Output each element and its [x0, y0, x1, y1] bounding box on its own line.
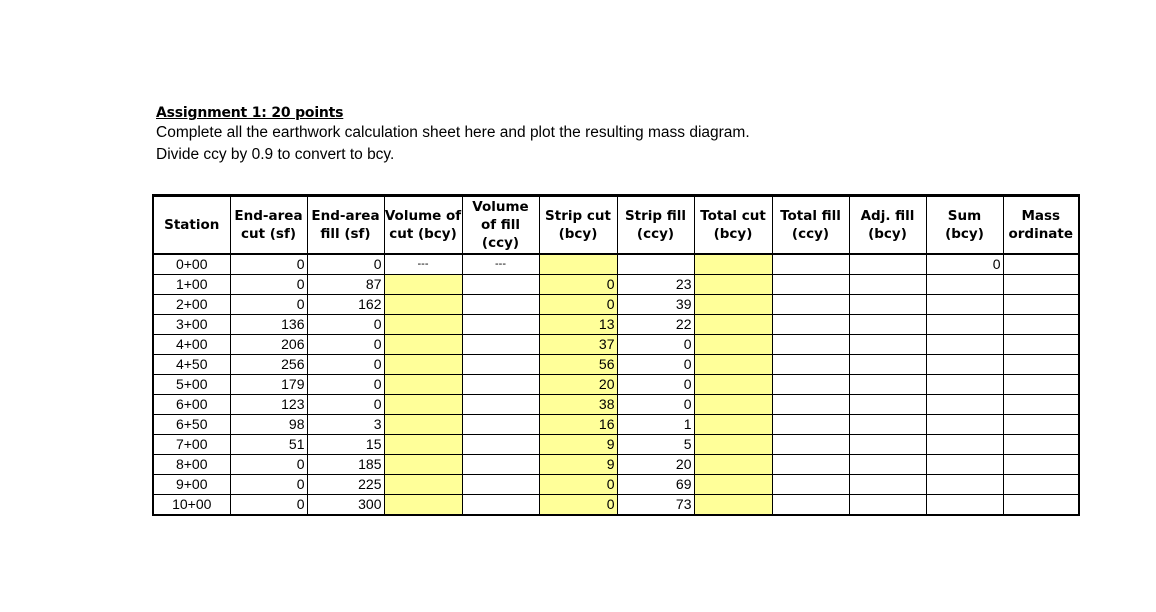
earthwork-sheet	[152, 194, 1080, 516]
cell-adj-fill[interactable]	[849, 315, 926, 335]
cell-adj-fill[interactable]	[849, 415, 926, 435]
table-row	[153, 395, 1079, 415]
cell-end-area-fill: 0	[307, 375, 384, 395]
cell-strip-fill: 69	[617, 475, 694, 495]
cell-volume-fill[interactable]	[462, 315, 539, 335]
cell-total-fill[interactable]	[772, 335, 849, 355]
cell-total-cut[interactable]	[694, 295, 772, 315]
cell-volume-cut[interactable]	[384, 375, 462, 395]
cell-adj-fill[interactable]	[849, 395, 926, 415]
cell-strip-fill: 0	[617, 395, 694, 415]
cell-strip-cut: 20	[539, 375, 617, 395]
cell-strip-fill: 5	[617, 435, 694, 455]
header-sum: Sum (bcy)	[926, 196, 1003, 255]
cell-mass-ordinate[interactable]	[1003, 455, 1079, 475]
cell-end-area-fill: 0	[307, 335, 384, 355]
table-row	[153, 315, 1079, 335]
cell-strip-fill: 23	[617, 275, 694, 295]
table-row	[153, 475, 1079, 495]
cell-total-cut[interactable]	[694, 375, 772, 395]
cell-volume-cut[interactable]	[384, 455, 462, 475]
cell-mass-ordinate[interactable]	[1003, 295, 1079, 315]
assignment-header	[156, 104, 750, 166]
cell-volume-fill[interactable]	[462, 355, 539, 375]
cell-adj-fill[interactable]	[849, 455, 926, 475]
header-volume-cut: Volume of cut (bcy)	[384, 196, 462, 255]
cell-adj-fill[interactable]	[849, 295, 926, 315]
cell-sum[interactable]: 0	[926, 254, 1003, 275]
cell-volume-cut[interactable]	[384, 355, 462, 375]
cell-adj-fill[interactable]	[849, 335, 926, 355]
cell-sum[interactable]	[926, 295, 1003, 315]
cell-sum[interactable]	[926, 455, 1003, 475]
cell-strip-cut: 0	[539, 495, 617, 516]
cell-end-area-fill: 87	[307, 275, 384, 295]
cell-strip-cut: 0	[539, 475, 617, 495]
header-strip-fill: Strip fill (ccy)	[617, 196, 694, 255]
cell-station: 2+00	[153, 295, 230, 315]
cell-end-area-fill: 15	[307, 435, 384, 455]
cell-sum[interactable]	[926, 435, 1003, 455]
cell-mass-ordinate[interactable]	[1003, 254, 1079, 275]
cell-strip-fill: 0	[617, 355, 694, 375]
cell-total-fill[interactable]	[772, 355, 849, 375]
cell-end-area-fill: 0	[307, 315, 384, 335]
cell-strip-fill: 1	[617, 415, 694, 435]
cell-volume-fill[interactable]	[462, 495, 539, 516]
cell-strip-cut: 37	[539, 335, 617, 355]
cell-sum[interactable]	[926, 335, 1003, 355]
table-row	[153, 455, 1079, 475]
cell-strip-cut: 16	[539, 415, 617, 435]
cell-end-area-fill: 162	[307, 295, 384, 315]
cell-total-fill[interactable]	[772, 415, 849, 435]
cell-sum[interactable]	[926, 275, 1003, 295]
cell-volume-fill[interactable]	[462, 475, 539, 495]
cell-total-fill[interactable]	[772, 315, 849, 335]
table-row	[153, 495, 1079, 516]
cell-end-area-cut: 136	[230, 315, 307, 335]
cell-end-area-cut: 256	[230, 355, 307, 375]
cell-total-fill[interactable]	[772, 254, 849, 275]
cell-mass-ordinate[interactable]	[1003, 275, 1079, 295]
cell-station: 1+00	[153, 275, 230, 295]
cell-sum[interactable]	[926, 415, 1003, 435]
cell-sum[interactable]	[926, 315, 1003, 335]
cell-volume-fill[interactable]	[462, 275, 539, 295]
cell-end-area-cut: 0	[230, 275, 307, 295]
cell-total-fill[interactable]	[772, 475, 849, 495]
cell-adj-fill[interactable]	[849, 435, 926, 455]
cell-station: 3+00	[153, 315, 230, 335]
header-end-area-cut: End-area cut (sf)	[230, 196, 307, 255]
cell-total-cut[interactable]	[694, 435, 772, 455]
cell-mass-ordinate[interactable]	[1003, 375, 1079, 395]
cell-total-cut[interactable]	[694, 455, 772, 475]
cell-end-area-cut: 0	[230, 495, 307, 516]
cell-station: 5+00	[153, 375, 230, 395]
cell-volume-fill[interactable]	[462, 295, 539, 315]
cell-end-area-fill: 0	[307, 395, 384, 415]
cell-total-fill[interactable]	[772, 295, 849, 315]
header-row	[153, 196, 1079, 255]
header-volume-fill: Volume of fill (ccy)	[462, 196, 539, 255]
cell-adj-fill[interactable]	[849, 495, 926, 516]
cell-volume-cut[interactable]	[384, 275, 462, 295]
cell-sum[interactable]	[926, 395, 1003, 415]
cell-station: 6+50	[153, 415, 230, 435]
cell-total-fill[interactable]	[772, 275, 849, 295]
table-row	[153, 355, 1079, 375]
cell-sum[interactable]	[926, 475, 1003, 495]
cell-strip-fill: 22	[617, 315, 694, 335]
cell-mass-ordinate[interactable]	[1003, 475, 1079, 495]
cell-station: 4+00	[153, 335, 230, 355]
header-adj-fill: Adj. fill (bcy)	[849, 196, 926, 255]
instruction-line-1: Complete all the earthwork calculation sheet here and plot the resulting mass diagram.	[156, 124, 750, 141]
table-row	[153, 275, 1079, 295]
cell-total-cut[interactable]	[694, 495, 772, 516]
cell-mass-ordinate[interactable]	[1003, 495, 1079, 516]
cell-strip-cut: 9	[539, 455, 617, 475]
cell-adj-fill[interactable]	[849, 475, 926, 495]
table-row	[153, 295, 1079, 315]
cell-end-area-fill: 0	[307, 355, 384, 375]
cell-sum[interactable]	[926, 375, 1003, 395]
cell-strip-fill	[617, 254, 694, 275]
cell-volume-cut[interactable]	[384, 435, 462, 455]
cell-total-fill[interactable]	[772, 495, 849, 516]
cell-total-cut[interactable]	[694, 395, 772, 415]
cell-strip-cut: 56	[539, 355, 617, 375]
cell-end-area-cut: 206	[230, 335, 307, 355]
cell-strip-fill: 73	[617, 495, 694, 516]
cell-end-area-cut: 179	[230, 375, 307, 395]
cell-end-area-fill: 3	[307, 415, 384, 435]
table-row	[153, 415, 1079, 435]
cell-volume-cut[interactable]	[384, 395, 462, 415]
cell-station: 4+50	[153, 355, 230, 375]
cell-total-cut[interactable]	[694, 335, 772, 355]
cell-end-area-cut: 123	[230, 395, 307, 415]
table-row	[153, 254, 1079, 275]
cell-station: 7+00	[153, 435, 230, 455]
cell-total-fill[interactable]	[772, 455, 849, 475]
cell-station: 10+00	[153, 495, 230, 516]
cell-adj-fill[interactable]	[849, 275, 926, 295]
header-mass-ordinate: Mass ordinate	[1003, 196, 1079, 255]
table-row	[153, 335, 1079, 355]
cell-end-area-cut: 51	[230, 435, 307, 455]
cell-sum[interactable]	[926, 495, 1003, 516]
header-total-cut: Total cut (bcy)	[694, 196, 772, 255]
cell-strip-cut: 0	[539, 295, 617, 315]
cell-end-area-cut: 0	[230, 254, 307, 275]
cell-station: 0+00	[153, 254, 230, 275]
cell-volume-fill[interactable]	[462, 455, 539, 475]
cell-station: 9+00	[153, 475, 230, 495]
cell-volume-fill[interactable]	[462, 375, 539, 395]
cell-end-area-fill: 300	[307, 495, 384, 516]
cell-volume-fill[interactable]	[462, 415, 539, 435]
assignment-title: Assignment 1: 20 points	[156, 105, 344, 121]
header-station: Station	[153, 196, 230, 255]
table-row	[153, 375, 1079, 395]
cell-end-area-fill: 225	[307, 475, 384, 495]
cell-volume-fill: ---	[462, 254, 539, 275]
cell-volume-cut: ---	[384, 254, 462, 275]
cell-total-cut[interactable]	[694, 275, 772, 295]
cell-mass-ordinate[interactable]	[1003, 435, 1079, 455]
header-strip-cut: Strip cut (bcy)	[539, 196, 617, 255]
cell-end-area-cut: 0	[230, 455, 307, 475]
cell-strip-cut: 0	[539, 275, 617, 295]
cell-volume-fill[interactable]	[462, 435, 539, 455]
cell-total-cut[interactable]	[694, 355, 772, 375]
cell-volume-cut[interactable]	[384, 335, 462, 355]
cell-strip-fill: 0	[617, 335, 694, 355]
cell-strip-cut: 9	[539, 435, 617, 455]
cell-total-cut[interactable]	[694, 254, 772, 275]
cell-volume-fill[interactable]	[462, 395, 539, 415]
cell-end-area-cut: 98	[230, 415, 307, 435]
cell-end-area-fill: 185	[307, 455, 384, 475]
cell-station: 6+00	[153, 395, 230, 415]
cell-volume-fill[interactable]	[462, 335, 539, 355]
instruction-line-2: Divide ccy by 0.9 to convert to bcy.	[156, 146, 395, 163]
cell-end-area-cut: 0	[230, 295, 307, 315]
cell-mass-ordinate[interactable]	[1003, 415, 1079, 435]
cell-mass-ordinate[interactable]	[1003, 395, 1079, 415]
cell-strip-fill: 39	[617, 295, 694, 315]
cell-volume-cut[interactable]	[384, 295, 462, 315]
header-end-area-fill: End-area fill (sf)	[307, 196, 384, 255]
cell-station: 8+00	[153, 455, 230, 475]
cell-sum[interactable]	[926, 355, 1003, 375]
cell-strip-cut: 38	[539, 395, 617, 415]
cell-mass-ordinate[interactable]	[1003, 315, 1079, 335]
cell-total-cut[interactable]	[694, 315, 772, 335]
cell-strip-cut: 13	[539, 315, 617, 335]
cell-volume-cut[interactable]	[384, 475, 462, 495]
table-row	[153, 435, 1079, 455]
header-total-fill: Total fill (ccy)	[772, 196, 849, 255]
cell-end-area-cut: 0	[230, 475, 307, 495]
cell-total-fill[interactable]	[772, 395, 849, 415]
cell-end-area-fill: 0	[307, 254, 384, 275]
cell-volume-cut[interactable]	[384, 315, 462, 335]
cell-adj-fill[interactable]	[849, 254, 926, 275]
cell-strip-fill: 0	[617, 375, 694, 395]
cell-adj-fill[interactable]	[849, 375, 926, 395]
cell-total-cut[interactable]	[694, 475, 772, 495]
cell-total-fill[interactable]	[772, 435, 849, 455]
cell-mass-ordinate[interactable]	[1003, 355, 1079, 375]
cell-adj-fill[interactable]	[849, 355, 926, 375]
cell-strip-fill: 20	[617, 455, 694, 475]
cell-total-cut[interactable]	[694, 415, 772, 435]
cell-strip-cut	[539, 254, 617, 275]
cell-volume-cut[interactable]	[384, 415, 462, 435]
cell-total-fill[interactable]	[772, 375, 849, 395]
cell-mass-ordinate[interactable]	[1003, 335, 1079, 355]
cell-volume-cut[interactable]	[384, 495, 462, 516]
